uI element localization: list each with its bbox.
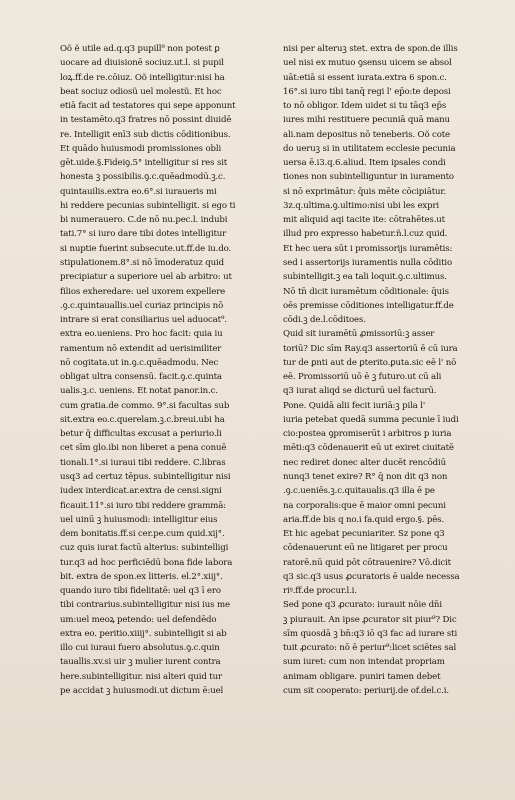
text-line: toriū? Dic sīm Ray.q3 assertoriū ē cū iura	[283, 343, 458, 354]
text-line: tur de ꝑnti aut de ꝑterito.ꝑuta.sic eē l' nō	[283, 357, 457, 368]
text-line: animam obligare. puniri tamen debet	[283, 671, 441, 682]
text-line: nisi per alteruꝫ stet. extra de spon.de illis	[283, 44, 458, 54]
text-line: pe accidat ꝫ huiusmodi.ut dictum ē:uel	[60, 685, 224, 696]
text-line: hi reddere pecunias subintelligit. si ego ti	[60, 200, 236, 211]
text-line: cōdi.ꝫ de.l.cōditoes.	[283, 315, 366, 326]
text-line: Pone. Quidā alii fecit iuriā:ꝫ pila l'	[283, 400, 426, 411]
text-line: quintauilis.extra eo.6°.si iuraueris mi	[60, 186, 217, 197]
text-line: ꝫ piurauit. An ipse ꝓcurator sit piur⁹? Dic	[283, 614, 457, 625]
text-line: extra eo.ueniens. Pro hoc facit: quia iu	[60, 329, 223, 340]
text-line: intrare si erat consiliarius uel aduocat⁹.	[60, 315, 227, 326]
text-line: bit. extra de spon.ex litteris. el.2°.xiij°.	[60, 571, 223, 582]
text-line: um:uel meoꝝ petendo: uel defendēdo	[60, 614, 217, 625]
text-line: nec rediret donec alter ducēt rencōdiū	[283, 457, 446, 468]
text-line: tur.q3 ad hoc perficiēdū bona fide labora	[60, 557, 233, 568]
text-line: gēt.uide.§.Fideiꝯ.5° intelligitur si res sit	[60, 158, 228, 169]
text-line: illud pro expresso habetur.ñ.l.cuz quid.	[283, 229, 448, 240]
text-line: iures mihi restituere pecuniā quā manu	[283, 115, 450, 126]
text-line: etiā facit ad testatores qui sepe apponunt	[60, 101, 236, 112]
text-line: 16°.si iuro tibi tanq̄ regi l' ep̄o:te deposi	[283, 86, 451, 97]
text-line: cuz quis iurat factū alterius: subintelligi	[60, 543, 229, 554]
text-line: ramentum nō extendit ad uerisimiliter	[60, 343, 222, 354]
text-line: sed i assertorijs iuramentis nulla cōditio	[283, 257, 452, 268]
text-line: q3 iurat aliqd se dicturū uel facturū.	[283, 386, 437, 397]
text-line: Et hec uera sūt i promissorijs iuramētis:	[283, 243, 453, 254]
text-line: riꝰ.ff.de procur.l.i.	[283, 586, 357, 597]
text-line: nō cogitata.ut in.ꝯ.c.quēadmodu. Nec	[60, 357, 219, 368]
text-line: sit.extra eo.c.querelam.ꝫ.c.breui.ubi ha	[60, 414, 225, 425]
text-line: tauallis.xv.si uir ꝫ mulier iurent contra	[60, 657, 221, 668]
text-line: ali.nam depositus nō teneberis. Oõ cote	[283, 129, 450, 140]
text-line: 3z.q.ultima.ꝯ.ultimo:nisi ubi les expri	[283, 200, 440, 211]
text-line: precipiatur a superiore uel ab arbitro: ut	[60, 272, 232, 283]
text-line: Quid sit iuramētū ꝓmissoriū:ꝫ asser	[283, 329, 435, 340]
text-line: obligat ultra consensū. facit.ꝯ.c.quinta	[60, 372, 222, 383]
text-line: .ꝯ.c.quintauallis.uel curiaz principis nō	[60, 300, 224, 311]
text-line: ratorē.nū quid pōt cōtrauenire? Vō.dicit	[283, 557, 451, 568]
text-line: mēti:q3 cōdenauerit eū ut exiret ciuitatē	[283, 443, 454, 454]
text-line: cet sīm glo.ibi non liberet a pena conuē	[60, 443, 227, 454]
text-line: here.subintelligitur. nisi alteri quid tur	[60, 671, 222, 682]
text-line: oēs premisse cōditiones intelligatur.ff.de	[283, 300, 454, 311]
text-line: Nō tn̄ dicit iuramētum cōditionale: q̄uis	[283, 286, 449, 297]
text-line: uel uinū ꝫ huiusmodi: intelligitur eius	[60, 514, 218, 525]
text-line: usq3 ad certuz tēpus. subintelligitur nisi	[60, 471, 231, 482]
text-line: uersa ē.i3.q.6.aliud. Item ipsales condi	[283, 158, 446, 169]
text-line: mit aliquid aqi tacite ite: cōtrahētes.ut	[283, 215, 445, 226]
text-line: si nuptie fuerint subsecute.ut.ff.de iu.do.	[60, 243, 232, 254]
text-line: tionali.1°.si iuraui tibi reddere. C.libras	[60, 457, 226, 468]
text-line: beat sociuz odiosũ uel molestũ. Et hoc	[60, 86, 222, 97]
text-line: honesta ꝫ possibilis.ꝯ.c.quēadmodū.ꝫ.c.	[60, 172, 226, 183]
text-line: cio:postea ꝯpromiserūt i arbitros p iuria	[283, 429, 452, 440]
text-line: cum gratia.de commo. 9°.si facultas sub	[60, 400, 230, 411]
text-line: tibi contrarius.subintelligitur nisi ius me	[60, 600, 230, 611]
text-line: Sed pone q3 ꝓcurato: iurauit nōie dn̄i	[283, 600, 442, 611]
text-line: iudex interdicat.ar.extra de censi.signi	[60, 486, 222, 497]
text-line: Oõ ẽ utile ad.q.q3 pupill⁹ non potest ꝑ	[60, 44, 220, 54]
right-text-column	[283, 42, 495, 698]
text-line: uocare ad diuisionē sociuz.ut.l. si pupil	[60, 58, 224, 69]
text-line: uel nisi ex mutuo ꝯsensu uicem se absol	[283, 58, 452, 69]
text-line: illo cui iuraui fuero absolutus.ꝯ.c.quin	[60, 643, 220, 654]
text-line: do ueruꝫ si in utilitatem ecclesie pecunia	[283, 143, 456, 154]
text-line: si nō exprimātur: q̄uis mēte cōcipiātur.	[283, 186, 447, 197]
text-line: to nō obligor. Idem uidet si tu tāq3 ep̄s	[283, 101, 447, 112]
text-line: uāt:etiā si essent iurata.extra 6 spon.c.	[283, 72, 447, 83]
text-line: stipulationem.8°.si nō īmoderatuz quid	[60, 257, 224, 268]
text-line: dem bonitatis.ff.si cer.pe.cum quid.xij°.	[60, 529, 225, 540]
text-line: q3 sic.q3 usus ꝓcuratoris ē ualde necessa	[283, 571, 460, 582]
text-line: nunq3 tenet exire? R° q̄ non dit q3 non	[283, 471, 448, 482]
text-line: aria.ff.de bis q no.i fa.quid ergo.§. pēs.	[283, 514, 445, 525]
text-line: cum sit cooperato: periurij.de of.del.c.i.	[283, 685, 449, 696]
text-line: .ꝯ.c.ueniēs.ꝫ.c.quitaualis.q3 illa ē pe	[283, 486, 435, 497]
text-line: cōdenauerunt eū ne litigaret per procu	[283, 543, 448, 554]
text-line: eē. Promissoriū uō ē ꝫ futuro.ut cū ali	[283, 372, 442, 383]
text-line: ficauit.11°.si iuro tibi reddere grammā:	[60, 500, 226, 511]
text-line: quando iuro tibi fidelitatē: uel q3 ī ero	[60, 586, 221, 597]
text-line: loꝝ.ff.de re.cōiuz. Oõ intelligitur:nisi ha	[60, 72, 225, 83]
text-line: na corporalis:que ē maior omni pecuni	[283, 500, 446, 511]
text-line: tati.7° si iuro dare tibi dotes intelligitur	[60, 229, 227, 240]
text-line: bi numerauero. C.de nō nu.pec.l. indubi	[60, 215, 228, 226]
left-text-column	[60, 42, 274, 698]
text-line: sīm quosdā ꝫ bn̄:q3 iō q3 fac ad iurare sti	[283, 628, 458, 639]
text-line: betur q̄ difficultas excusat a periurio.li	[60, 429, 222, 440]
text-line: sum iuret: cum non intendat propriam	[283, 657, 445, 668]
text-line: filios exheredare: uel uxorem expellere	[60, 286, 226, 297]
text-line: re. Intelligit enī3 sub dictis cōditionibus.	[60, 129, 231, 140]
text-line: ualis.ꝫ.c. ueniens. Et notat panor.in.c.	[60, 386, 218, 397]
text-line: iuria petebat quedā summa pecunie ī iudi	[283, 414, 459, 425]
text-line: subintelligit.ꝫ ea tali loquit.ꝯ.c.ultimus.	[283, 272, 447, 283]
text-line: Et quādo huiusmodi promissiones obli	[60, 143, 222, 154]
text-line: extra eo. peritio.xiiij°. subintelligit si ab	[60, 628, 227, 639]
text-line: tuit ꝓcurato: nō ē periur⁹:licet sciētes sal	[283, 643, 457, 654]
text-line: Et hic agebat pecuniariter. Sz pone q3	[283, 529, 445, 540]
text-line: in testamēto.q3 fratres nō possint diuidē	[60, 115, 232, 126]
text-line: tiones non subintelliguntur in iuramento	[283, 172, 454, 183]
